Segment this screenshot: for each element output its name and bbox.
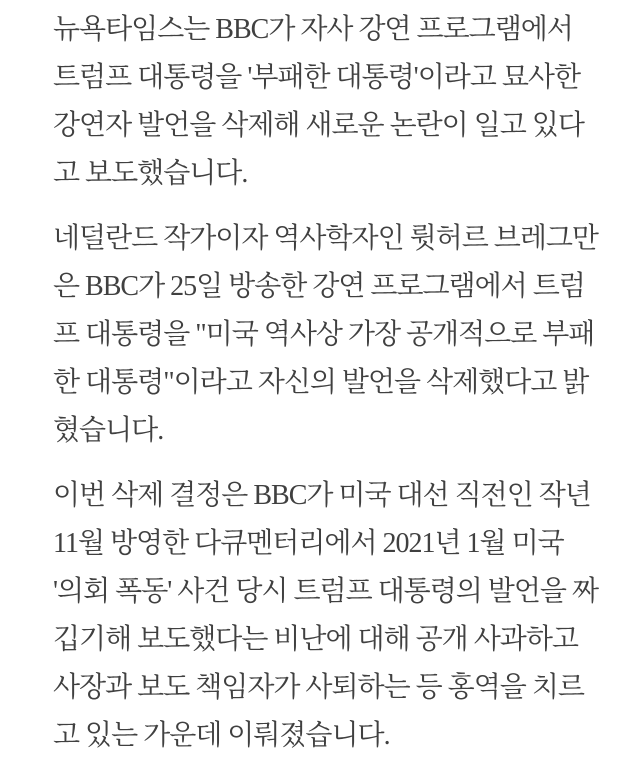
article-paragraph: 이번 삭제 결정은 BBC가 미국 대선 직전인 작년 11월 방영한 다큐멘터리에서 2021년 1월 미국 '의회 폭동' 사건 당시 트럼프 대통령의 발언을 짜깁기해 보도했다는 비난에 대해 공개 사과하고 사장과 보도 책임자가 사퇴하는 등 홍역을 치르고 있는 가운데 이뤄졌습니다. xyxy=(53,480,599,751)
article-paragraph: 네덜란드 작가이자 역사학자인 륏허르 브레그만은 BBC가 25일 방송한 강연 프로그램에서 트럼프 대통령을 "미국 역사상 가장 공개적으로 부패한 대통령"이라고 자신의 발언을 삭제했다고 밝혔습니다. xyxy=(53,223,598,446)
article-paragraph: 뉴욕타임스는 BBC가 자사 강연 프로그램에서 트럼프 대통령을 '부패한 대통령'이라고 묘사한 강연자 발언을 삭제해 새로운 논란이 일고 있다고 보도했습니다. xyxy=(53,14,584,189)
